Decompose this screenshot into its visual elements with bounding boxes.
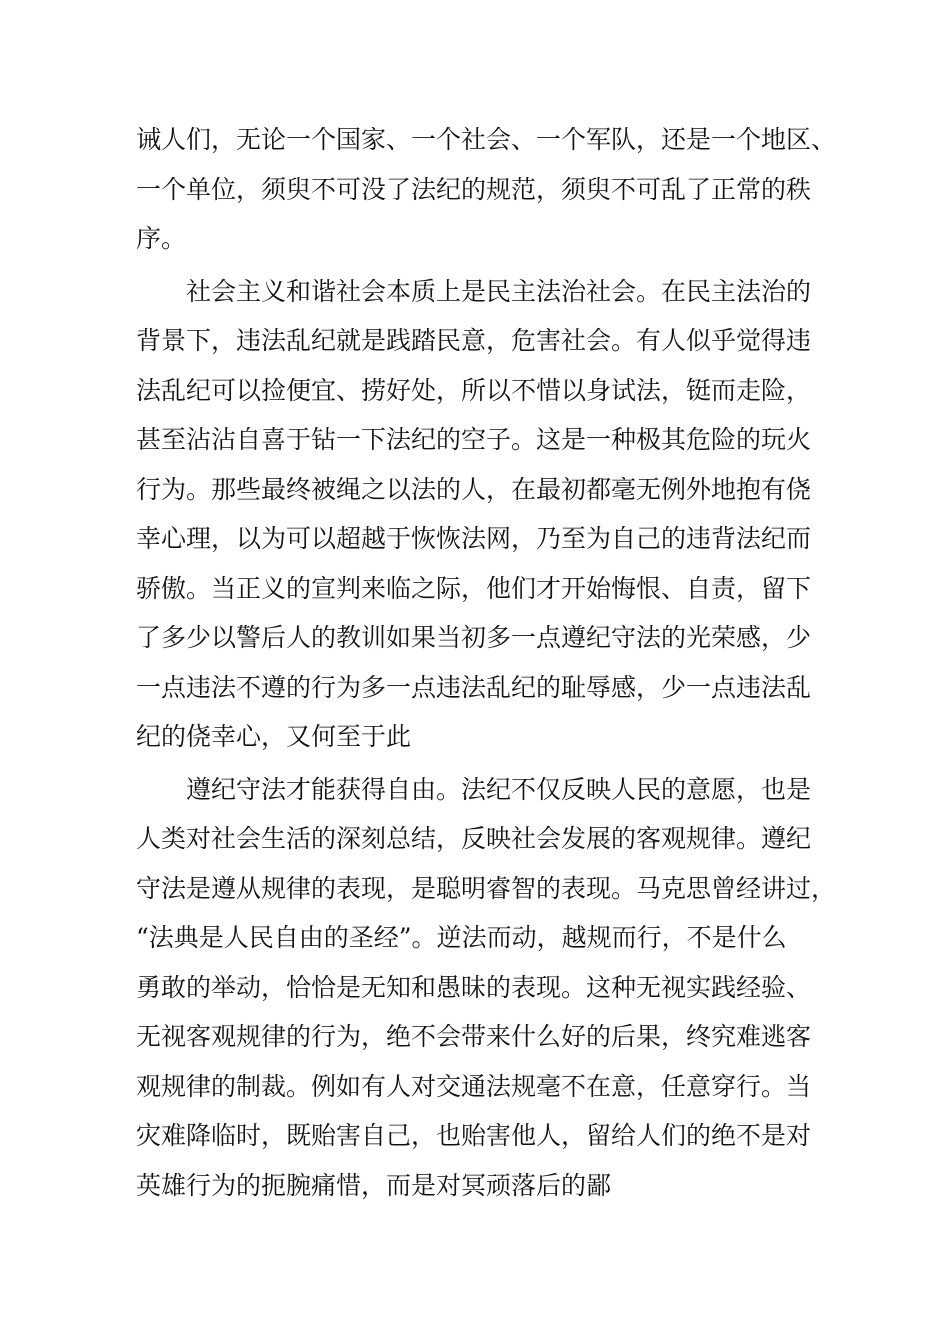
- text-line: 一点违法不遵的行为多一点违法乱纪的耻辱感，少一点违法乱: [136, 672, 812, 702]
- paragraph-1: [136, 115, 836, 264]
- paragraph-2: [136, 267, 836, 762]
- paragraph-3: [136, 765, 836, 1211]
- text-line: 英雄行为的扼腕痛惜，而是对冥顽落后的鄙: [136, 1170, 612, 1200]
- text-line: 无视客观规律的行为，绝不会带来什么好的后果，终究难逃客: [136, 1022, 812, 1051]
- text-line: 纪的侥幸心，又何至于此: [136, 722, 412, 751]
- text-line: 了多少以警后人的教训如果当初多一点遵纪守法的光荣感，少: [136, 623, 812, 652]
- text-line: 社会主义和谐社会本质上是民主法治社会。在民主法治的: [136, 276, 812, 306]
- text-line: 骄傲。当正义的宣判来临之际，他们才开始悔恨、自责，留下: [136, 573, 812, 603]
- text-line: 守法是遵从规律的表现，是聪明睿智的表现。马克思曾经讲过，: [136, 873, 837, 903]
- text-line: 法乱纪可以捡便宜、捞好处，所以不惜以身试法，铤而走险，: [136, 375, 812, 405]
- text-line: 背景下，违法乱纪就是践踏民意，危害社会。有人似乎觉得违: [136, 326, 812, 355]
- text-line: 序。: [136, 224, 187, 253]
- text-line: 行为。那些最终被绳之以法的人，在最初都毫无例外地抱有侥: [136, 474, 812, 504]
- document-body: [136, 115, 836, 1210]
- text-line: 一个单位，须臾不可没了法纪的规范，须臾不可乱了正常的秩: [136, 174, 812, 204]
- text-line: 诫人们，无论一个国家、一个社会、一个军队，还是一个地区、: [136, 125, 837, 154]
- text-line: 甚至沾沾自喜于钻一下法纪的空子。这是一种极其危险的玩火: [136, 425, 812, 454]
- text-line: 幸心理，以为可以超越于恢恢法网，乃至为自己的违背法纪而: [136, 524, 812, 553]
- text-line: 灾难降临时，既贻害自己，也贻害他人，留给人们的绝不是对: [136, 1121, 812, 1150]
- text-line: 人类对社会生活的深刻总结，反映社会发展的客观规律。遵纪: [136, 824, 812, 853]
- text-line: 观规律的制裁。例如有人对交通法规毫不在意，任意穿行。当: [136, 1071, 812, 1101]
- text-line: “法典是人民自由的圣经”。逆法而动，越规而行，不是什么: [136, 923, 787, 952]
- text-line: 遵纪守法才能获得自由。法纪不仅反映人民的意愿，也是: [136, 774, 812, 804]
- text-line: 勇敢的举动，恰恰是无知和愚昧的表现。这种无视实践经验、: [136, 972, 812, 1002]
